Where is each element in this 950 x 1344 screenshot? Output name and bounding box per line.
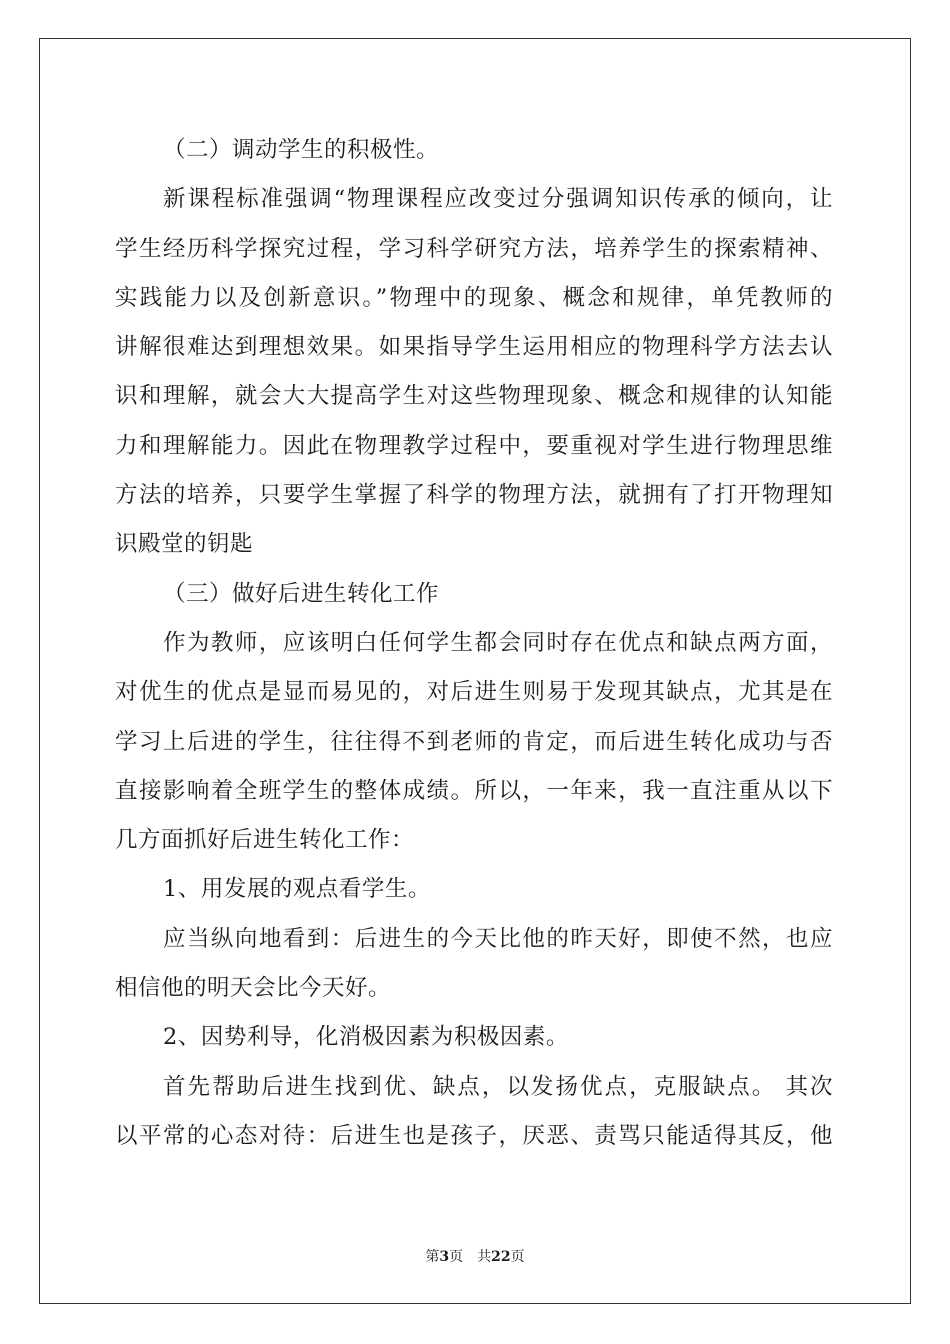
text-line: 首先帮助后进生找到优、缺点，以发扬优点，克服缺点。 其次 [163, 1073, 833, 1100]
text-line: 学习上后进的学生，往往得不到老师的肯定，而后进生转化成功与否 [115, 728, 833, 755]
footer-prefix: 第 [425, 1249, 440, 1265]
footer-page-suffix: 页 [449, 1249, 464, 1265]
text-line: 方法的培养，只要学生掌握了科学的物理方法，就拥有了打开物理知 [115, 482, 833, 509]
text-line: （三）做好后进生转化工作 [163, 580, 440, 607]
text-line: 2、因势利导，化消极因素为积极因素。 [163, 1024, 569, 1051]
text-line: （二）调动学生的积极性。 [163, 137, 440, 163]
text-line: 讲解很难达到理想效果。如果指导学生运用相应的物理科学方法去认 [115, 334, 833, 361]
footer-total-prefix: 共 [477, 1249, 492, 1265]
page-footer [0, 1246, 950, 1266]
text-line: 力和理解能力。因此在物理教学过程中，要重视对学生进行物理思维 [115, 432, 833, 459]
text-line: 作为教师，应该明白任何学生都会同时存在优点和缺点两方面， [163, 629, 833, 656]
text-line: 对优生的优点是显而易见的，对后进生则易于发现其缺点，尤其是在 [115, 679, 833, 706]
text-line: 几方面抓好后进生转化工作： [115, 827, 415, 854]
footer-current-page: 3 [439, 1249, 450, 1265]
text-line: 相信他的明天会比今天好。 [115, 975, 392, 1002]
text-line: 应当纵向地看到：后进生的今天比他的昨天好，即使不然，也应 [163, 925, 833, 952]
footer-total-pages: 22 [491, 1249, 511, 1265]
text-line: 识殿堂的钥匙 [115, 531, 254, 558]
text-line: 实践能力以及创新意识。”物理中的现象、概念和规律，单凭教师的 [115, 284, 833, 311]
text-line: 以平常的心态对待：后进生也是孩子，厌恶、责骂只能适得其反，他 [115, 1122, 833, 1149]
text-line: 学生经历科学探究过程，学习科学研究方法，培养学生的探索精神、 [115, 235, 833, 262]
text-line: 新课程标准强调“物理课程应改变过分强调知识传承的倾向，让 [163, 186, 833, 213]
text-line: 识和理解，就会大大提高学生对这些物理现象、概念和规律的认知能 [115, 383, 833, 410]
text-line: 1、用发展的观点看学生。 [163, 876, 431, 903]
text-line: 直接影响着全班学生的整体成绩。所以，一年来，我一直注重从以下 [115, 777, 833, 804]
document-body [115, 126, 833, 1161]
footer-total-suffix: 页 [510, 1249, 525, 1265]
